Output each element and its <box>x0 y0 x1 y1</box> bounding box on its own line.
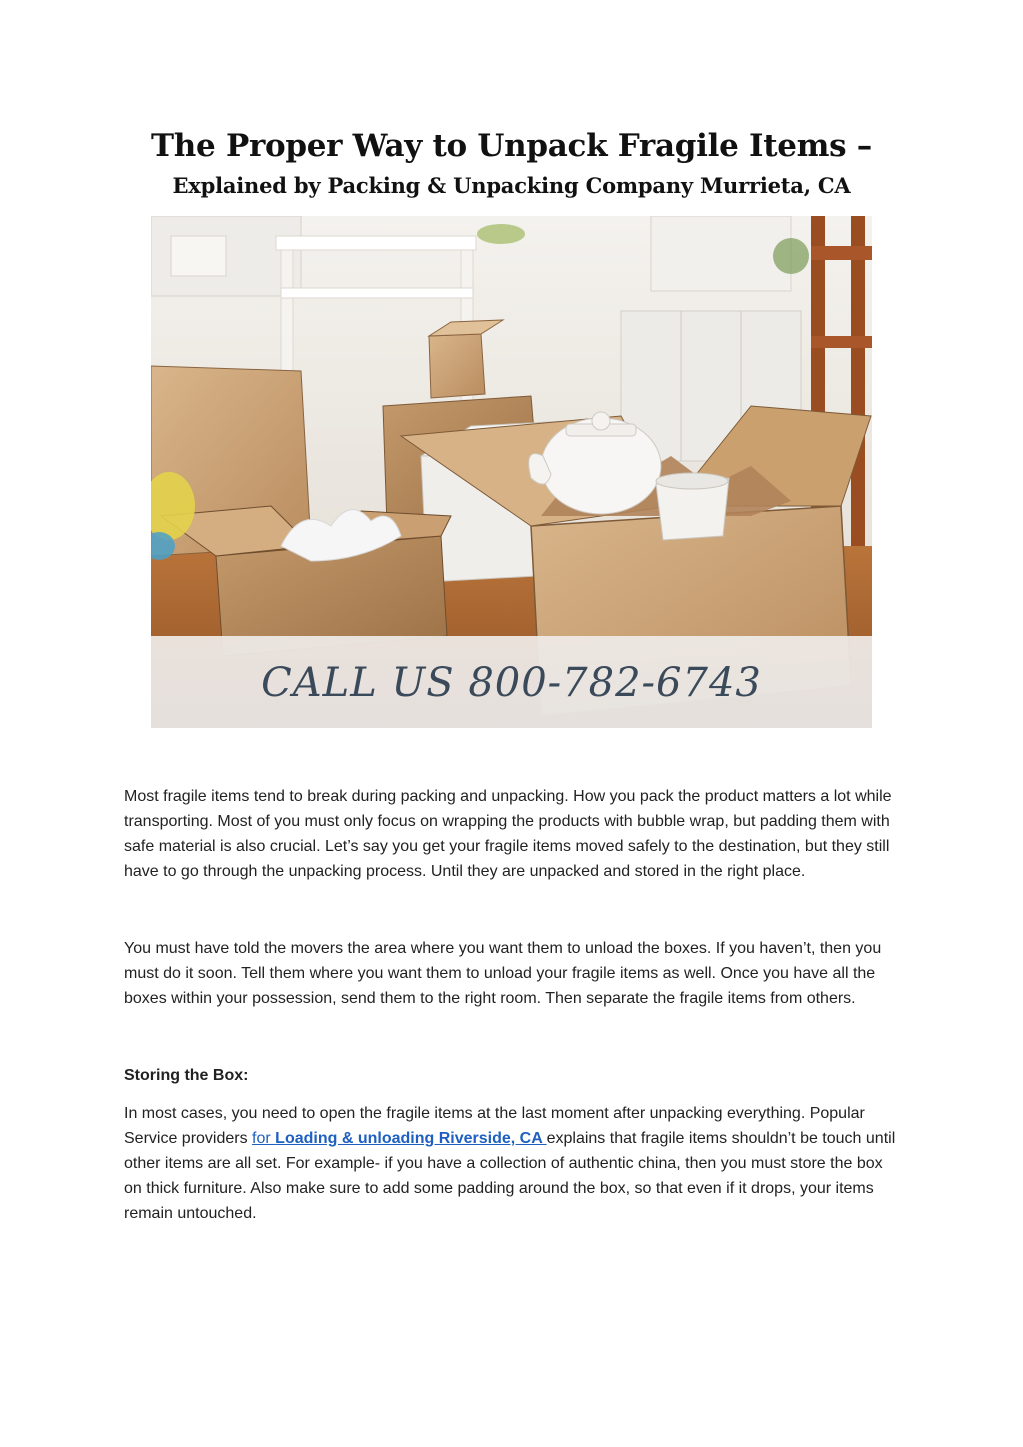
paragraph-storing <box>124 1101 904 1226</box>
call-us-phone-text: CALL US 800-782-6743 <box>261 660 762 706</box>
loading-unloading-riverside-link[interactable] <box>252 1130 547 1147</box>
spacer <box>124 1088 904 1101</box>
hero-image <box>151 216 872 728</box>
link-prefix: for <box>252 1130 276 1147</box>
link-bold-text: Loading & unloading Riverside, CA <box>275 1130 547 1147</box>
spacer <box>124 1011 904 1063</box>
paragraph-storing-text-end: explains that fragile items shouldn’t be touch until other items are all set. For example- if you have a collection of authentic china, then you must store the box on thick furniture. Also make sure to add some padding around the box, so that even if it drops, your items remain untouched. <box>124 1130 896 1222</box>
document-title <box>0 124 1023 204</box>
section-heading-storing: Storing the Box: <box>124 1067 249 1084</box>
title-main: The Proper Way to Unpack Fragile Items – <box>151 128 872 164</box>
spacer <box>124 884 904 936</box>
paragraph-intro: Most fragile items tend to break during packing and unpacking. How you pack the product matters a lot while transporting. Most of you must only focus on wrapping the products with bubble wrap, but padding them with safe material is also crucial. Let’s say you get your fragile items moved safely to the destination, but they still have to go through the unpacking process. Until they are unpacked and stored in the right place. <box>124 788 892 880</box>
article-body <box>124 784 904 1226</box>
paragraph-storing-text-start: In most cases, you need to open the fragile items at the last moment after unpacking everything. Popular Service providers <box>124 1105 865 1147</box>
title-subtitle: Explained by Packing & Unpacking Company Murrieta, CA <box>172 173 851 198</box>
paragraph-movers: You must have told the movers the area where you want them to unload the boxes. If you haven’t, then you must do it soon. Tell them where you want them to unload your fragile items as well. Once you have all the boxes within your possession, send them to the right room. Then separate the fragile items from others. <box>124 940 882 1007</box>
